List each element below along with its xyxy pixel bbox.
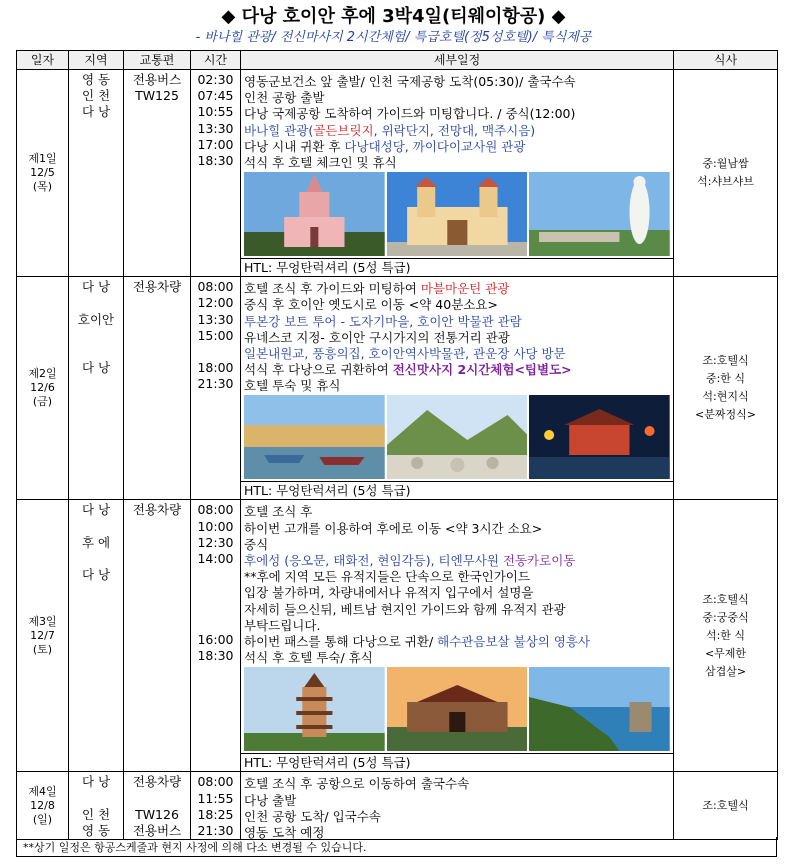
hotel-info: HTL: 무엉탄럭셔리 (5성 특급) (241, 753, 673, 771)
detail-line: 중식 후 호이안 옛도시로 이동 <약 40분소요> (244, 297, 498, 312)
meal: 조:호텔식 (702, 798, 749, 812)
meal: 조:호텔식 (702, 592, 749, 606)
page-subtitle: - 바나힐 관광/ 전신마사지 2시간체험/ 특급호텔(정5성호텔)/ 특식제공 (195, 30, 592, 45)
detail-line: 호텔 조식 후 공항으로 이동하여 출국수속 (244, 776, 470, 791)
meal: <분짜정식> (695, 408, 756, 422)
day-times (191, 500, 241, 772)
day-regions (69, 772, 124, 840)
cathedral-photo (244, 172, 385, 256)
time: 14:00 (197, 551, 234, 566)
detail-text: 바나힐 관광( (244, 122, 314, 137)
transport: 전용버스 (132, 822, 182, 838)
photo-strip (244, 395, 670, 479)
day-row-4 (17, 772, 778, 840)
meal: 중:한 식 (705, 372, 746, 386)
time: 11:55 (197, 790, 234, 806)
detail-line: 중식 (244, 536, 269, 551)
day-details (241, 500, 674, 772)
col-header-details: 세부일정 (241, 51, 674, 70)
time: 16:00 (197, 631, 234, 647)
day-times (191, 277, 241, 500)
detail-line: 일본내원교, 풍흥의집, 호이안역사박물관, 관운장 사당 방문 (244, 345, 566, 361)
col-header-time: 시간 (191, 51, 241, 70)
day-details (241, 772, 674, 840)
coast-photo (529, 667, 670, 751)
detail-text: 호텔 조식 후 가이드와 미팅하여 (244, 281, 421, 296)
time: 08:00 (197, 502, 234, 518)
detail-line: 호텔 조식 후 (244, 504, 313, 519)
photo-strip (244, 667, 670, 751)
detail-line: 부탁드립니다. (244, 617, 321, 632)
day-transport (124, 500, 191, 772)
transport: 전용차량 (132, 279, 182, 295)
itinerary-table (16, 50, 778, 840)
time: 18:30 (197, 152, 234, 168)
day-regions (69, 277, 124, 500)
day-regions (69, 70, 124, 277)
table-header-row (17, 51, 778, 70)
day-row-3 (17, 500, 778, 772)
time: 17:00 (197, 136, 234, 152)
meal: 석:샤브샤브 (697, 175, 754, 189)
time: 18:00 (197, 360, 234, 376)
day-date (17, 772, 69, 840)
region: 다 낭 (81, 774, 111, 790)
day-date-value: 12/6 (30, 381, 55, 395)
hotel-info: HTL: 무엉탄럭셔리 (5성 특급) (241, 481, 673, 499)
region: 호이안 (77, 311, 115, 327)
day-label: 제1일 (28, 152, 57, 166)
day-times (191, 772, 241, 840)
region: 다 낭 (81, 502, 111, 518)
day-date (17, 500, 69, 772)
region: 인 천 (81, 806, 111, 822)
day-transport (124, 277, 191, 500)
region: 다 낭 (81, 567, 111, 583)
region: 영 동 (81, 822, 111, 838)
meal: 석:현지식 (702, 390, 749, 404)
day-weekday: (금) (32, 395, 53, 409)
marble-mountain-photo (387, 395, 528, 479)
detail-text: 다낭 시내 귀환 후 (244, 138, 345, 153)
detail-line: 영동 도착 예정 (244, 824, 325, 840)
detail-text: 석식 후 다낭으로 귀환하여 (244, 362, 393, 377)
transport: TW125 (135, 88, 179, 104)
detail-text: , 위락단지, 전망대, 맥주시음) (373, 122, 536, 137)
day-date-value: 12/8 (30, 798, 55, 812)
hotel-info: HTL: 무엉탄럭셔리 (5성 특급) (241, 258, 673, 276)
detail-line (244, 632, 670, 648)
day-row-2 (17, 277, 778, 500)
day-label: 제2일 (28, 367, 57, 381)
japanese-bridge-photo (529, 395, 670, 479)
detail-line: 호텔 투숙 및 휴식 (244, 378, 341, 393)
time: 07:45 (197, 88, 234, 104)
footnote: **상기 일정은 항공스케줄과 현지 사정에 의해 다소 변경될 수 있습니다. (16, 837, 777, 857)
detail-line: 인천 공항 출발 (244, 90, 325, 105)
time: 02:30 (197, 72, 234, 87)
detail-highlight: 해수관음보살 불상의 영흥사 (437, 633, 590, 649)
detail-line: 자세히 들으신뒤, 베트남 현지인 가이드와 함께 유적지 관광 (244, 601, 566, 616)
day-date (17, 277, 69, 500)
day-date-value: 12/7 (30, 628, 55, 642)
day-weekday: (토) (32, 642, 53, 656)
region: 다 낭 (81, 279, 111, 295)
photo-strip (244, 172, 670, 256)
day-regions (69, 500, 124, 772)
detail-line: 하이번 고개를 이용하여 후에로 이동 <약 3시간 소요> (244, 520, 543, 535)
detail-line (244, 279, 670, 295)
day-row-1 (17, 70, 778, 277)
day-label: 제3일 (28, 614, 57, 628)
detail-line: 다낭 국제공항 도착하여 가이드와 미팅합니다. / 중식(12:00) (244, 106, 576, 121)
day-date (17, 70, 69, 277)
day-date-value: 12/5 (30, 166, 55, 180)
detail-highlight: 다낭대성당, 까이다이교사원 관광 (344, 138, 526, 153)
page-title: ◆ 다낭 호이안 후에 3박4일(티웨이항공) ◆ (221, 6, 566, 27)
time: 13:30 (197, 120, 234, 136)
day-details (241, 277, 674, 500)
region: 영 동 (81, 72, 111, 87)
region: 다 낭 (81, 104, 111, 120)
time: 10:55 (197, 104, 234, 120)
time: 18:30 (197, 648, 234, 664)
day-label: 제4일 (28, 784, 57, 798)
detail-line: 석식 후 호텔 투숙/ 휴식 (244, 650, 373, 665)
time: 08:00 (197, 774, 234, 790)
detail-highlight: 마블마운틴 관광 (420, 281, 510, 296)
day-meals (674, 772, 778, 840)
day-meals (674, 500, 778, 772)
statue-photo (529, 172, 670, 256)
region: 인 천 (81, 88, 111, 104)
detail-line: 인천 공항 도착/ 입국수속 (244, 808, 381, 823)
detail-highlight: 전신맛사지 2시간체험<팁별도> (392, 362, 572, 377)
detail-line (244, 360, 670, 376)
detail-line: 영동군보건소 앞 출발/ 인천 국제공항 도착(05:30)/ 출국수속 (244, 74, 576, 89)
time: 15:00 (197, 327, 234, 343)
day-transport (124, 772, 191, 840)
detail-line: 석식 후 호텔 체크인 및 휴식 (244, 154, 397, 170)
col-header-region: 지역 (69, 51, 124, 70)
river-boats-photo (244, 395, 385, 479)
transport: TW126 (135, 806, 179, 822)
detail-line (244, 551, 670, 567)
transport: 전용차량 (132, 774, 182, 790)
meal: 조:호텔식 (702, 354, 749, 368)
time: 13:30 (197, 311, 234, 327)
transport: 전용차량 (132, 502, 182, 518)
citadel-photo (387, 667, 528, 751)
day-transport (124, 70, 191, 277)
time: 12:00 (197, 295, 234, 311)
detail-highlight: 전동카로이동 (502, 553, 576, 568)
time: 10:00 (197, 518, 234, 534)
col-header-date: 일자 (17, 51, 69, 70)
meal: <무제한 (704, 646, 747, 660)
detail-text: 하이번 패스를 통해 다낭으로 귀환/ (244, 633, 438, 649)
meal: 중:궁중식 (702, 610, 749, 624)
meal: 석:한 식 (705, 628, 746, 642)
detail-line (244, 121, 670, 137)
detail-line: 유네스코 지정- 호이안 구시가지의 전통거리 관광 (244, 329, 510, 344)
meal: 삼겹살> (704, 664, 747, 678)
region: 다 낭 (81, 360, 111, 376)
day-details (241, 70, 674, 277)
day-weekday: (일) (32, 812, 53, 826)
detail-text: 후에성 (응오문, 태화전, 현임각등), 티엔무사원 (244, 553, 503, 568)
day-times (191, 70, 241, 277)
detail-highlight: 골든브릿지 (313, 122, 374, 137)
temple-photo (387, 172, 528, 256)
day-weekday: (목) (32, 180, 53, 194)
col-header-meals: 식사 (674, 51, 778, 70)
time: 21:30 (197, 376, 234, 392)
meal: 중:월남쌈 (702, 157, 749, 171)
time: 12:30 (197, 534, 234, 550)
time: 21:30 (197, 822, 234, 838)
day-meals (674, 70, 778, 277)
detail-line: 다낭 출발 (244, 792, 297, 807)
detail-line: **후에 지역 모든 유적지들은 단속으로 한국인가이드 (244, 569, 530, 584)
transport: 전용버스 (132, 72, 182, 87)
detail-line: 투본강 보트 투어 - 도자기마을, 호이안 박물관 관람 (244, 313, 522, 328)
day-meals (674, 277, 778, 500)
time: 18:25 (197, 806, 234, 822)
region: 후 에 (81, 534, 111, 550)
detail-line: 입장 불가하며, 차량내에서나 유적지 입구에서 설명을 (244, 585, 534, 600)
time: 08:00 (197, 279, 234, 295)
col-header-transport: 교통편 (124, 51, 191, 70)
detail-line (244, 137, 670, 153)
pagoda-photo (244, 667, 385, 751)
